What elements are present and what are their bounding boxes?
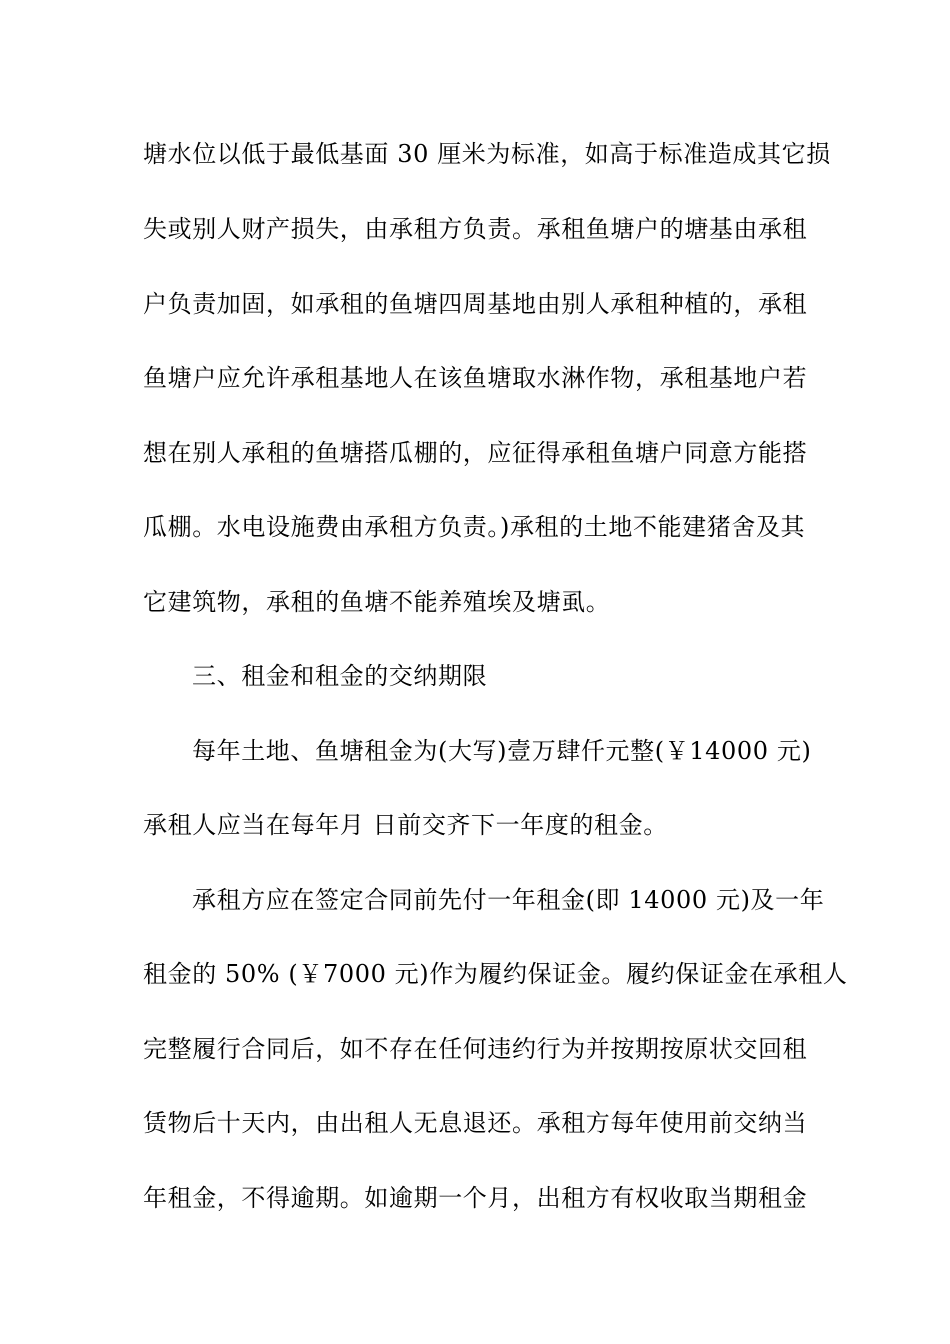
text-line-4: 鱼塘户应允许承租基地人在该鱼塘取水淋作物，承租基地户若 [143,364,808,392]
text-line-10: 承租人应当在每年月 日前交齐下一年度的租金。 [143,811,668,839]
text-line-7: 它建筑物，承租的鱼塘不能养殖埃及塘虱。 [143,588,611,616]
text-line-6: 瓜棚。水电设施费由承租方负责。)承租的土地不能建猪舍及其 [143,513,806,541]
text-line-11: 承租方应在签定合同前先付一年租金(即 14000 元)及一年 [192,886,825,914]
text-line-12: 租金的 50% (￥7000 元)作为履约保证金。履约保证金在承租人 [143,960,848,988]
section-heading: 三、租金和租金的交纳期限 [192,662,488,690]
text-line-1: 塘水位以低于最低基面 30 厘米为标准，如高于标准造成其它损 [143,140,831,168]
text-line-9: 每年土地、鱼塘租金为(大写)壹万肆仟元整(￥14000 元) [192,737,812,765]
text-line-5: 想在别人承租的鱼塘搭瓜棚的，应征得承租鱼塘户同意方能搭 [143,439,808,467]
text-line-3: 户负责加固，如承租的鱼塘四周基地由别人承租种植的，承租 [143,290,808,318]
text-line-2: 失或别人财产损失，由承租方负责。承租鱼塘户的塘基由承租 [143,215,808,243]
text-line-15: 年租金，不得逾期。如逾期一个月，出租方有权收取当期租金 [143,1184,808,1212]
text-line-14: 赁物后十天内，由出租人无息退还。承租方每年使用前交纳当 [143,1109,808,1137]
text-line-13: 完整履行合同后，如不存在任何违约行为并按期按原状交回租 [143,1035,808,1063]
